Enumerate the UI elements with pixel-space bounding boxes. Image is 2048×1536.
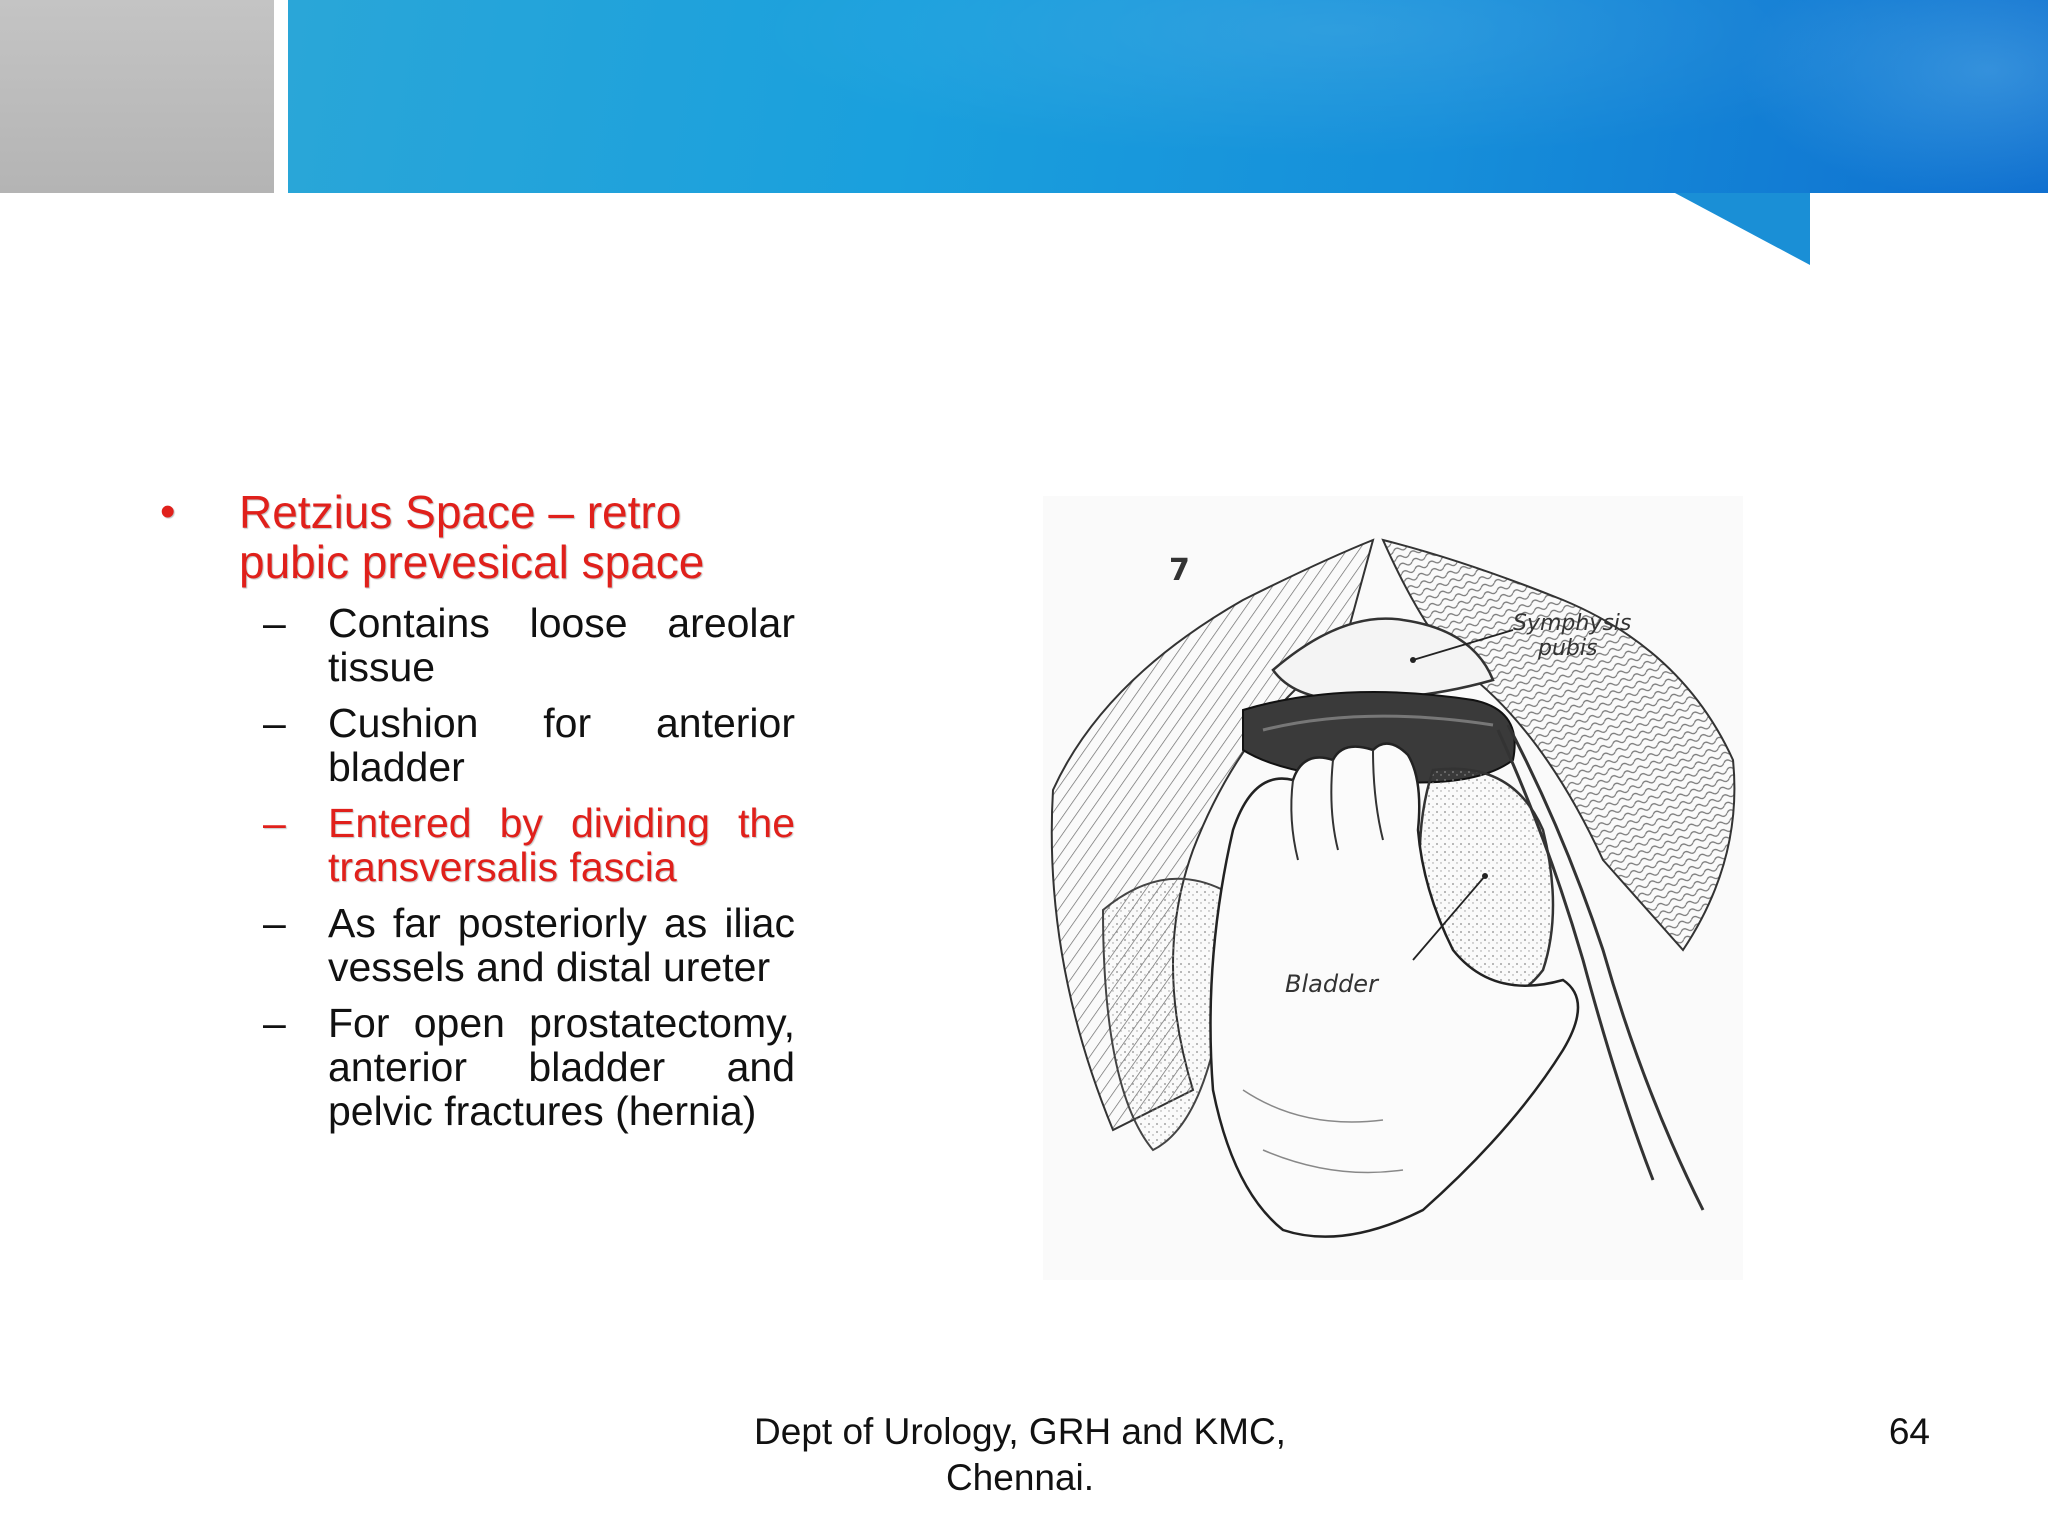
bullet-marker: • (160, 487, 176, 536)
sub-bullet-text: Entered by dividing the transversalis fascia (328, 800, 795, 890)
main-bullet-title-line1: Retzius Space – retro (239, 486, 682, 538)
dash-marker: – (263, 600, 286, 646)
dash-marker: – (263, 1000, 286, 1046)
figure-number: 7 (1169, 553, 1190, 588)
header-swirl-highlight (1738, 0, 2048, 193)
main-bullet-title-line2: pubic prevesical space (239, 536, 705, 588)
page-number: 64 (1888, 1411, 1930, 1452)
label-symphysis-line2: pubis (1538, 636, 1598, 661)
footer-line2: Chennai. (945, 1457, 1095, 1498)
sub-bullet-item (155, 901, 795, 989)
label-symphysis-line1: Symphysis (1513, 611, 1632, 636)
sub-bullet-item-highlighted (155, 801, 795, 889)
slide-content (155, 487, 795, 1145)
footer-line1: Dept of Urology, GRH and KMC, (754, 1411, 1286, 1452)
dash-marker: – (263, 800, 286, 846)
sub-bullet-item (155, 1001, 795, 1133)
sub-bullet-text: As far posteriorly as iliac vessels and distal ureter (328, 900, 795, 990)
sub-bullet-text: For open prostatectomy, anterior bladder and pelvic fractures (hernia) (328, 1000, 795, 1134)
sub-bullet-item (155, 701, 795, 789)
sub-bullet-text: Cushion for anterior bladder (328, 700, 795, 790)
anatomical-illustration (1043, 530, 1743, 1250)
dash-marker: – (263, 900, 286, 946)
sub-bullet-item (155, 601, 795, 689)
sub-bullet-text: Contains loose areolar tissue (328, 600, 795, 690)
main-bullet (155, 487, 795, 587)
footer-credit (700, 1409, 1340, 1501)
sub-bullet-list (155, 601, 795, 1133)
header-gray-block (0, 0, 274, 193)
dash-marker: – (263, 700, 286, 746)
label-bladder: Bladder (1285, 970, 1378, 998)
header-banner (288, 0, 2048, 193)
